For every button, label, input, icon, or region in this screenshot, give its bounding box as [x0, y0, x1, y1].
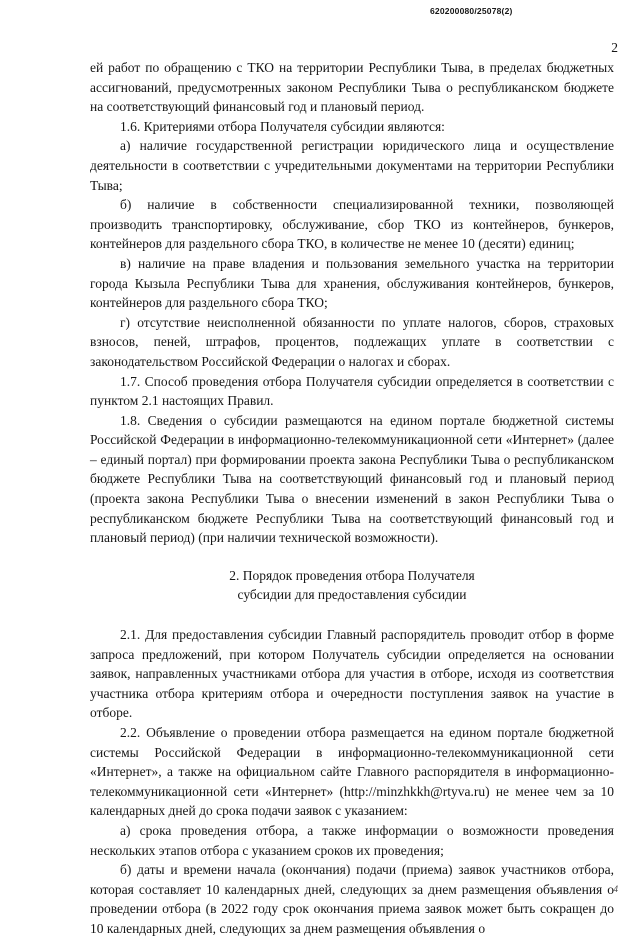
paragraph-1-8: 1.8. Сведения о субсидии размещаются на едином портале бюджетной системы Российской Федерации в информационно-телекоммуникационной сети «Интернет» (далее – единый портал) при формировании проекта закона Республики Тыва о республиканском бюджете Республики Тыва на соответствующий финансовый год и плановый период (проекта закона Республики Тыва о внесении изменений в закон Республики Тыва о республиканском бюджете Республики Тыва на соответствующий финансовый год и плановый период) (при наличии технической возможности). — [90, 412, 614, 546]
paragraph-1-6-a: а) наличие государственной регистрации юридического лица и осуществление деятельности в соответствии с учредительными документами на территории Республики Тыва; — [90, 138, 614, 193]
document-body — [90, 58, 614, 939]
paragraph-1-7: 1.7. Способ проведения отбора Получателя субсидии определяется в соответствии с пунктом 2.1 настоящих Правил. — [90, 373, 614, 409]
paragraph-continuation: ей работ по обращению с ТКО на территории Республики Тыва, в пределах бюджетных ассигнований, предусмотренных законом Республики Тыва о республиканском бюджете на соответствующий финансовый год и плановый период. — [90, 60, 614, 115]
paragraph-1-6: 1.6. Критериями отбора Получателя субсидии являются: — [120, 118, 445, 134]
paragraph-1-6-b: б) наличие в собственности специализированной техники, позволяющей производить транспортировку, обслуживание, сбор ТКО из контейнеров, бункеров, контейнеров для раздельного сбора ТКО, в количестве не менее 10 (десяти) единиц; — [90, 197, 614, 252]
paragraph-2-2-b: б) даты и времени начала (окончания) подачи (приема) заявок участников отбора, которая составляет 10 календарных дней, следующих за днем размещения объявления о проведении отбора (в 2022 году срок окончания приема заявок может быть сокращен до 10 календарных дней, следующих за днем размещения объявления о — [90, 862, 614, 936]
page-number: 2 — [611, 40, 618, 55]
paragraph-1-6-v: в) наличие на праве владения и пользования земельного участка на территории города Кызыла Республики Тыва для хранения, обслуживания контейнеров, бункеров, контейнеров для раздельного сбора ТКО; — [90, 255, 614, 311]
section-2-title — [90, 566, 614, 605]
paragraph-2-1: 2.1. Для предоставления субсидии Главный распорядитель проводит отбор в форме запроса предложений, при котором Получатель субсидии определяется на основании заявок, направленных участниками отбора для участия в отборе, исходя из соответствия участника отбора критериям отбора и очередности поступления заявок на участие в отборе. — [90, 627, 614, 721]
document-id: 620200080/25078(2) — [430, 6, 513, 16]
corner-mark: 4 — [613, 884, 618, 894]
paragraph-1-6-g: г) отсутствие неисполненной обязанности по уплате налогов, сборов, страховых взносов, пеней, штрафов, процентов, подлежащих уплате в соответствии с законодательством Российской Федерации о налогах и сборах. — [90, 314, 614, 369]
paragraph-2-2: 2.2. Объявление о проведении отбора размещается на едином портале бюджетной системы Российской Федерации в информационно-телекоммуникационной сети «Интернет», а также на официальном сайте Главного распорядителя в информационно-телекоммуникационной сети «Интернет» (http://minzhkkh@rtyva.ru) не менее чем за 10 календарных дней до срока подачи заявок с указанием: — [90, 725, 614, 819]
paragraph-2-2-a: а) срока проведения отбора, а также информации о возможности проведения нескольких этапов отбора с указанием сроков их проведения; — [90, 822, 614, 858]
section-2-title-line-2: субсидии для предоставления субсидии — [237, 587, 467, 603]
section-2-title-line-1: 2. Порядок проведения отбора Получателя — [229, 567, 475, 583]
